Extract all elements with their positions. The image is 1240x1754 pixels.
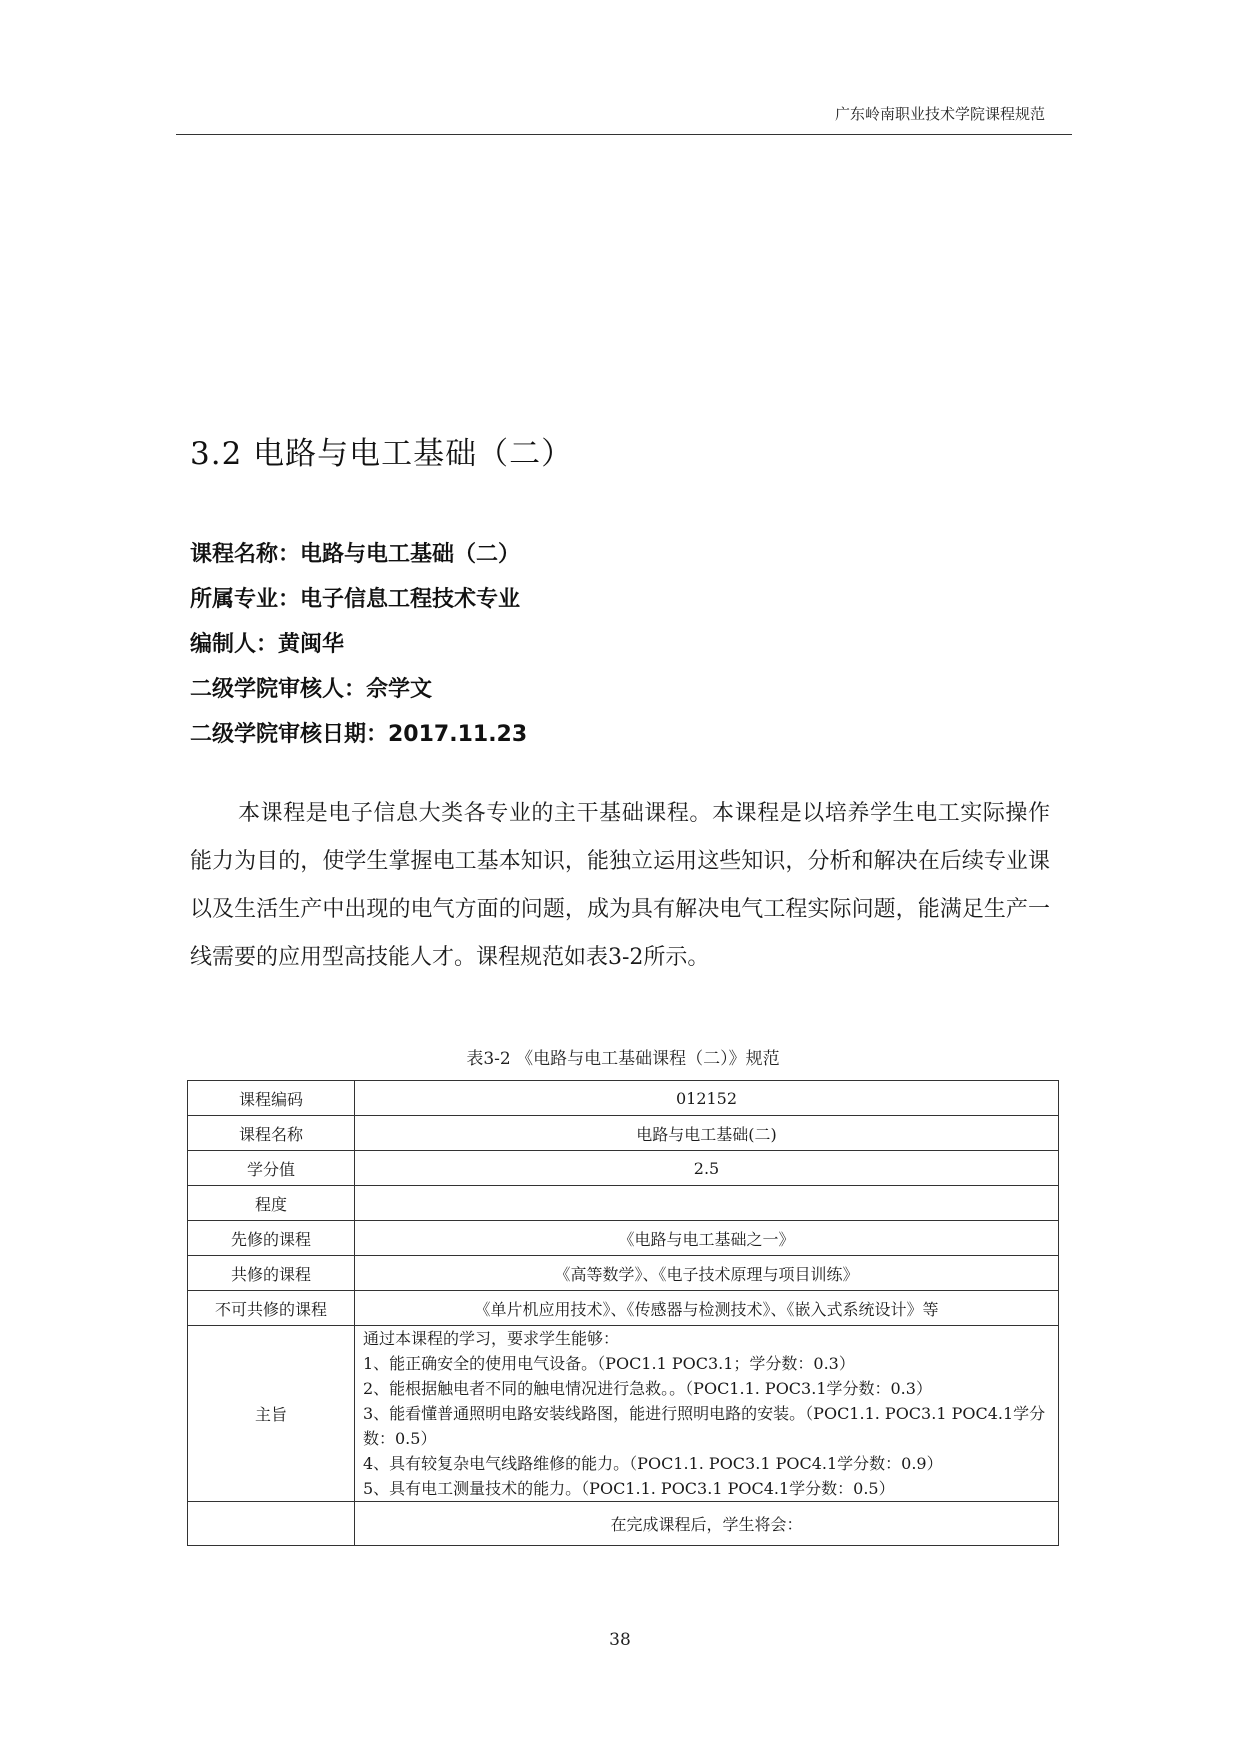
row-value <box>355 1186 1059 1221</box>
header-divider <box>176 134 1072 135</box>
row-value: 在完成课程后，学生将会： <box>355 1502 1059 1546</box>
aims-content <box>355 1326 1059 1502</box>
intro-paragraph: 本课程是电子信息大类各专业的主干基础课程。本课程是以培养学生电工实际操作能力为目的，使学生掌握电工基本知识，能独立运用这些知识，分析和解决在后续专业课以及生活生产中出现的电气方面的问题，成为具有解决电气工程实际问题，能满足生产一线需要的应用型高技能人才。课程规范如表3-2所示。 <box>190 801 1050 970</box>
meta-author: 编制人：黄闽华 <box>190 632 345 657</box>
running-header: 广东岭南职业技术学院课程规范 <box>834 105 1045 123</box>
table-row <box>188 1502 1059 1546</box>
meta-reviewer: 二级学院审核人：佘学文 <box>190 677 433 702</box>
row-label: 先修的课程 <box>188 1221 355 1256</box>
aim-item: 2、能根据触电者不同的触电情况进行急救。。（POC1.1. POC3.1学分数：0.3） <box>363 1379 932 1398</box>
row-label: 程度 <box>188 1186 355 1221</box>
table-caption: 表3-2 《电路与电工基础课程（二）》规范 <box>466 1049 780 1069</box>
row-value: 《高等数学》、《电子技术原理与项目训练》 <box>355 1256 1059 1291</box>
meta-major: 所属专业：电子信息工程技术专业 <box>190 587 521 612</box>
meta-review-date: 二级学院审核日期：2017.11.23 <box>190 722 528 747</box>
row-label <box>188 1502 355 1546</box>
row-value: 《电路与电工基础之一》 <box>355 1221 1059 1256</box>
row-label: 课程名称 <box>188 1116 355 1151</box>
table-row <box>188 1291 1059 1326</box>
aim-item: 4、具有较复杂电气线路维修的能力。（POC1.1. POC3.1 POC4.1学分数：0.9） <box>363 1454 943 1473</box>
table-row <box>188 1186 1059 1221</box>
course-meta <box>190 532 527 757</box>
row-value: 电路与电工基础(二) <box>355 1116 1059 1151</box>
aims-label: 主旨 <box>188 1326 355 1502</box>
table-row-aims <box>188 1326 1059 1502</box>
page-number: 38 <box>609 1630 631 1650</box>
row-value: 012152 <box>355 1081 1059 1116</box>
table-row <box>188 1081 1059 1116</box>
row-label: 学分值 <box>188 1151 355 1186</box>
table-row <box>188 1116 1059 1151</box>
aim-item: 3、能看懂普通照明电路安装线路图，能进行照明电路的安装。（POC1.1. POC3.1 POC4.1学分数：0.5） <box>363 1404 1046 1448</box>
meta-course-name: 课程名称：电路与电工基础（二） <box>190 542 521 567</box>
row-value: 2.5 <box>355 1151 1059 1186</box>
section-title: 3.2 电路与电工基础（二） <box>190 436 574 472</box>
row-label: 不可共修的课程 <box>188 1291 355 1326</box>
aim-intro: 通过本课程的学习，要求学生能够： <box>363 1329 620 1348</box>
aim-item: 5、具有电工测量技术的能力。（POC1.1. POC3.1 POC4.1学分数：0.5） <box>363 1479 895 1498</box>
course-spec-table <box>187 1080 1059 1546</box>
table-row <box>188 1221 1059 1256</box>
row-value: 《单片机应用技术》、《传感器与检测技术》、《嵌入式系统设计》等 <box>355 1291 1059 1326</box>
row-label: 共修的课程 <box>188 1256 355 1291</box>
row-label: 课程编码 <box>188 1081 355 1116</box>
aim-item: 1、能正确安全的使用电气设备。（POC1.1 POC3.1；学分数：0.3） <box>363 1354 855 1373</box>
table-row <box>188 1151 1059 1186</box>
table-row <box>188 1256 1059 1291</box>
